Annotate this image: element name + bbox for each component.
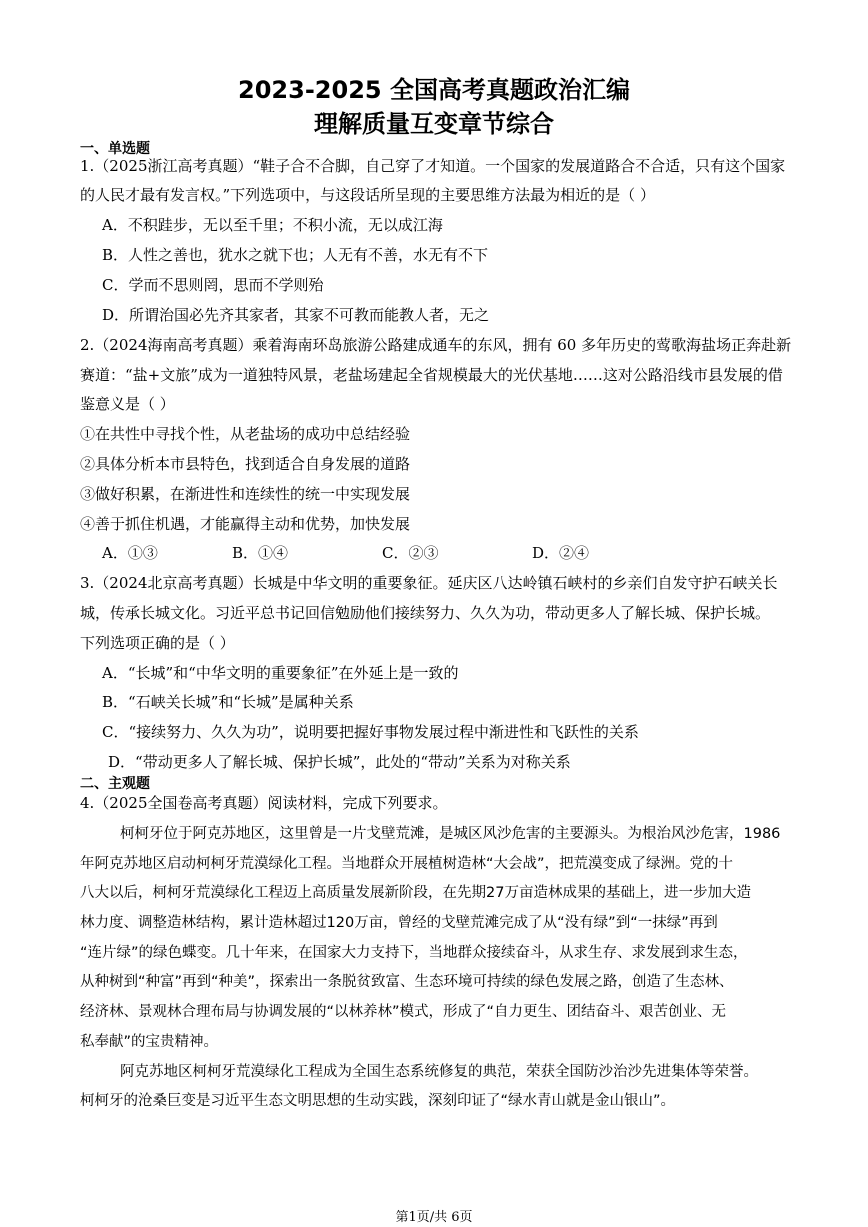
question-3-option-c: C．“接续努力、久久为功”，说明要把握好事物发展过程中渐进性和飞跃性的关系: [102, 723, 639, 741]
question-1-stem-line1: 1.（2025浙江高考真题）“鞋子合不合脚，自己穿了才知道。一个国家的发展道路合不合适，只有这个国家: [80, 157, 786, 175]
question-2-stem-line3: 鉴意义是（ ）: [80, 395, 175, 413]
question-3-option-a: A．“长城”和“中华文明的重要象征”在外延上是一致的: [102, 664, 459, 682]
question-2-statement-3: ③做好积累，在渐进性和连续性的统一中实现发展: [80, 485, 411, 503]
material-paragraph-2-line: 柯柯牙的沧桑巨变是习近平生态文明思想的生动实践，深刻印证了“绿水青山就是金山银山”。: [80, 1093, 676, 1109]
question-2-option-a: A．①③: [102, 544, 158, 562]
question-3-stem-line3: 下列选项正确的是（ ）: [80, 634, 235, 652]
page-title-line1: 2023-2025 全国高考真题政治汇编: [238, 76, 630, 104]
material-paragraph-1-line: 八大以后，柯柯牙荒漠绿化工程迈上高质量发展新阶段，在先期27万亩造林成果的基础上，进一步加大造: [80, 885, 751, 901]
material-paragraph-1-line: 年阿克苏地区启动柯柯牙荒漠绿化工程。当地群众开展植树造林“大会战”，把荒漠变成了绿洲。党的十: [80, 856, 734, 872]
question-1-option-c: C．学而不思则罔，思而不学则殆: [102, 276, 324, 294]
question-3-option-b: B．“石峡关长城”和“长城”是属种关系: [102, 693, 354, 711]
question-2-statement-2: ②具体分析本市县特色，找到适合自身发展的道路: [80, 455, 411, 473]
question-2-stem-line2: 赛道：“盐+文旅”成为一道独特风景，老盐场建起全省规模最大的光伏基地……这对公路沿线市县发展的借: [80, 366, 783, 384]
page-title-line2: 理解质量互变章节综合: [314, 110, 554, 138]
question-2-option-c: C．②③: [382, 544, 439, 562]
question-3-option-d: D．“带动更多人了解长城、保护长城”，此处的“带动”关系为对称关系: [108, 753, 571, 771]
material-paragraph-1-line: 柯柯牙位于阿克苏地区，这里曾是一片戈壁荒滩，是城区风沙危害的主要源头。为根治风沙危害，1986: [120, 826, 781, 842]
question-3-stem-line2: 城，传承长城文化。习近平总书记回信勉励他们接续努力、久久为功，带动更多人了解长城、保护长城。: [80, 604, 771, 622]
section-heading-single-choice: 一、单选题: [80, 141, 150, 157]
material-paragraph-1-line: 从种树到“种富”再到“种美”，探索出一条脱贫致富、生态环境可持续的绿色发展之路，创造了生态林、: [80, 974, 734, 990]
material-paragraph-1-line: “连片绿”的绿色蝶变。几十年来，在国家大力支持下，当地群众接续奋斗，从求生存、求发展到求生态，: [80, 945, 748, 961]
material-paragraph-1-line: 林力度、调整造林结构，累计造林超过120万亩，曾经的戈壁荒滩完成了从“没有绿”到“一抹绿”再到: [80, 915, 718, 931]
material-paragraph-1-line: 经济林、景观林合理布局与协调发展的“以林养林”模式，形成了“自力更生、团结奋斗、艰苦创业、无: [80, 1004, 727, 1020]
question-2-stem-line1: 2.（2024海南高考真题）乘着海南环岛旅游公路建成通车的东风，拥有 60 多年历史的莺歌海盐场正奔赴新: [80, 336, 792, 354]
question-2-statement-1: ①在共性中寻找个性，从老盐场的成功中总结经验: [80, 425, 411, 443]
question-1-stem-line2: 的人民才最有发言权。”下列选项中，与这段话所呈现的主要思维方法最为相近的是（ ）: [80, 186, 655, 204]
material-paragraph-2-line: 阿克苏地区柯柯牙荒漠绿化工程成为全国生态系统修复的典范，荣获全国防沙治沙先进集体等荣誉。: [120, 1064, 758, 1080]
question-1-option-d: D．所谓治国必先齐其家者，其家不可教而能教人者，无之: [102, 306, 490, 324]
question-1-option-a: A．不积跬步，无以至千里；不积小流，无以成江海: [102, 216, 443, 234]
material-paragraph-1-line: 私奉献”的宝贵精神。: [80, 1034, 219, 1050]
question-2-option-d: D．②④: [532, 544, 590, 562]
page-footer-page-number: 第1页/共 6页: [395, 1210, 473, 1225]
question-4-stem: 4.（2025全国卷高考真题）阅读材料，完成下列要求。: [80, 794, 448, 812]
question-3-stem-line1: 3.（2024北京高考真题）长城是中华文明的重要象征。延庆区八达岭镇石峡村的乡亲们自发守护石峡关长: [80, 574, 778, 592]
question-2-option-b: B．①④: [232, 544, 289, 562]
section-heading-subjective: 二、主观题: [80, 776, 150, 792]
question-1-option-b: B．人性之善也，犹水之就下也；人无有不善，水无有不下: [102, 246, 489, 264]
question-2-statement-4: ④善于抓住机遇，才能赢得主动和优势，加快发展: [80, 515, 411, 533]
